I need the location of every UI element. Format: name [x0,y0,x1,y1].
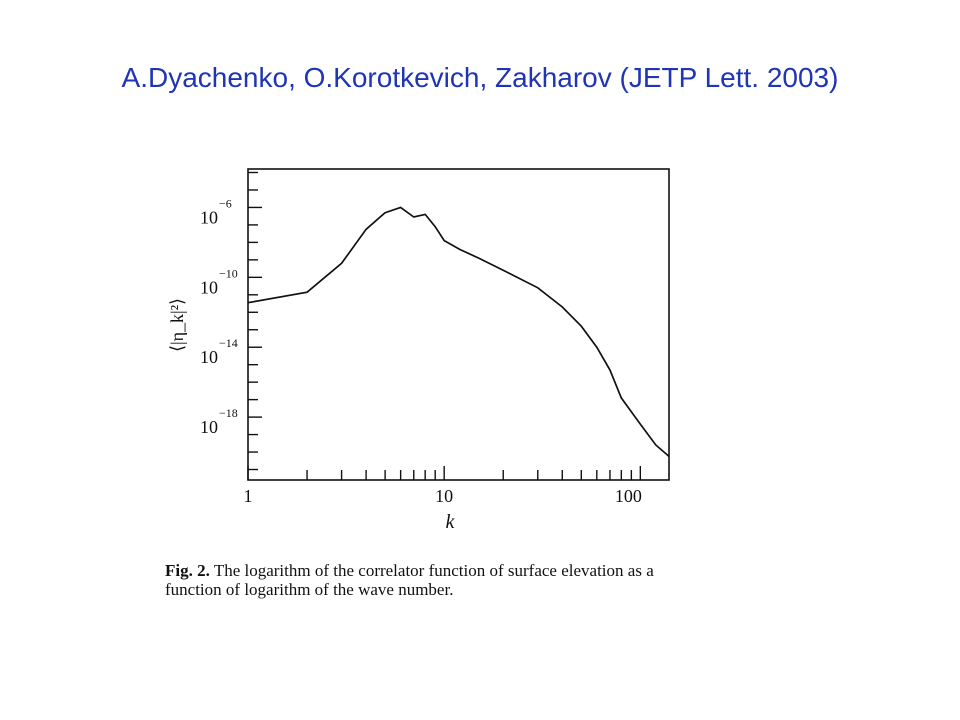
x-tick-label: 10 [435,486,454,506]
y-axis-label [167,298,187,352]
figure-caption [165,561,685,599]
caption-text: The logarithm of the correlator function of surface elevation as a function of logarithm of the wave number. [165,561,654,599]
y-tick-exponent: −6 [219,196,232,211]
y-tick-label: 10 [200,207,218,228]
series-line [248,207,669,456]
x-tick-labels [244,486,642,506]
x-axis-label: k [445,511,455,533]
y-tick-label: 10 [200,277,218,298]
x-minor-ticks [248,466,640,480]
x-tick-label: 100 [614,486,642,506]
x-tick-label: 1 [243,486,253,506]
slide-title: A.Dyachenko, O.Korotkevich, Zakharov (JETP Lett. 2003) [121,62,839,93]
y-tick-exponent: −18 [219,406,238,421]
y-minor-ticks [248,172,262,469]
y-tick-labels [200,196,238,437]
plot-frame [248,169,669,480]
plot-border [248,169,669,480]
y-axis-label-text: ⟨|η_k|²⟩ [167,297,187,353]
y-tick-exponent: −14 [219,336,238,351]
caption-label: Fig. 2. [165,561,210,580]
y-tick-label: 10 [200,417,218,438]
y-tick-exponent: −10 [219,266,238,281]
y-tick-label: 10 [200,347,218,368]
